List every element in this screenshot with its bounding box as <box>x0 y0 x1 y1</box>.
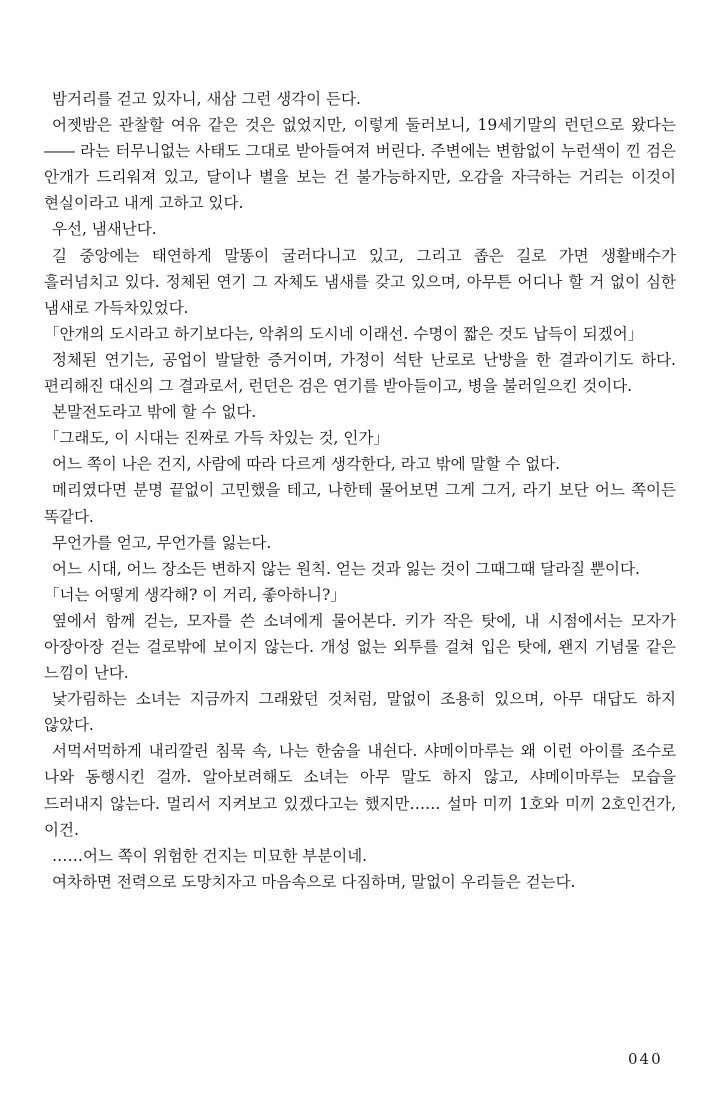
paragraph: 무언가를 얻고, 무언가를 잃는다. <box>52 533 272 552</box>
body-text <box>44 86 676 895</box>
paragraph: 「안개의 도시라고 하기보다는, 악취의 도시네 이래선. 수명이 짧은 것도 납득이 되겠어」 <box>44 324 644 343</box>
paragraph: 밤거리를 걷고 있자니, 새삼 그런 생각이 든다. <box>52 90 361 108</box>
paragraph: 여차하면 전력으로 도망치자고 마음속으로 다짐하며, 말없이 우리들은 걷는다. <box>52 872 576 891</box>
paragraph: 어느 쪽이 나은 건지, 사람에 따라 다르게 생각한다, 라고 밖에 말할 수 없다. <box>52 455 561 474</box>
paragraph: 「그래도, 이 시대는 진짜로 가득 차있는 것, 인가」 <box>44 429 389 448</box>
paragraph: 우선, 냄새난다. <box>52 220 157 239</box>
paragraph: 어느 시대, 어느 장소든 변하지 않는 원칙. 얻는 것과 잃는 것이 그때그때 달라질 뿐이다. <box>52 559 640 578</box>
paragraph: 서먹서먹하게 내리깔린 침묵 속, 나는 한숨을 내쉰다. 샤메이마루는 왜 이런 아이를 조수로 나와 동행시킨 걸까. 알아보려해도 소녀는 아무 말도 하지 않고, 샤메이마루는 모습을 드러내지 않는다. 멀리서 지켜보고 있겠다고는 했지만…… 설마 미끼 1호와 미끼 2호인건가, 이건. <box>44 742 676 839</box>
paragraph: 옆에서 함께 걷는, 모자를 쓴 소녀에게 물어본다. 키가 작은 탓에, 내 시점에서는 모자가 아장아장 걷는 걸로밖에 보이지 않는다. 개성 없는 외투를 걸쳐 입은 탓에, 왠지 기념물 같은 느낌이 난다. <box>44 611 676 683</box>
paragraph: 「너는 어떻게 생각해? 이 거리, 좋아하니?」 <box>44 585 346 604</box>
paragraph: 정체된 연기는, 공업이 발달한 증거이며, 가정이 석탄 난로로 난방을 한 결과이기도 하다. 편리해진 대신의 그 결과로서, 런던은 검은 연기를 받아들이고, 병을 불러일으킨 것이다. <box>44 350 676 396</box>
paragraph: 어젯밤은 관찰할 여유 같은 것은 없었지만, 이렇게 둘러보니, 19세기말의 런던으로 왔다는―― 라는 터무니없는 사태도 그대로 받아들여져 버린다. 주변에는 변함없이 누런색이 낀 검은 안개가 드리워져 있고, 달이나 별을 보는 건 불가능하지만, 오감을 자극하는 거리는 이것이 현실이라고 내게 고하고 있다. <box>44 116 676 213</box>
paragraph: 본말전도라고 밖에 할 수 없다. <box>52 403 257 422</box>
paragraph: 길 중앙에는 태연하게 말똥이 굴러다니고 있고, 그리고 좁은 길로 가면 생활배수가 흘러넘치고 있다. 정체된 연기 그 자체도 냄새를 갖고 있으며, 아무튼 어디나 할 거 없이 심한 냄새로 가득차있었다. <box>44 246 676 317</box>
paragraph: ……어느 쪽이 위험한 건지는 미묘한 부분이네. <box>52 846 368 865</box>
paragraph: 메리였다면 분명 끝없이 고민했을 테고, 나한테 물어보면 그게 그거, 라기 보단 어느 쪽이든 똑같다. <box>44 481 676 526</box>
paragraph: 낯가림하는 소녀는 지금까지 그래왔던 것처럼, 말없이 조용히 있으며, 아무 대답도 하지 않았다. <box>44 690 676 735</box>
page-number: 040 <box>628 1050 663 1068</box>
